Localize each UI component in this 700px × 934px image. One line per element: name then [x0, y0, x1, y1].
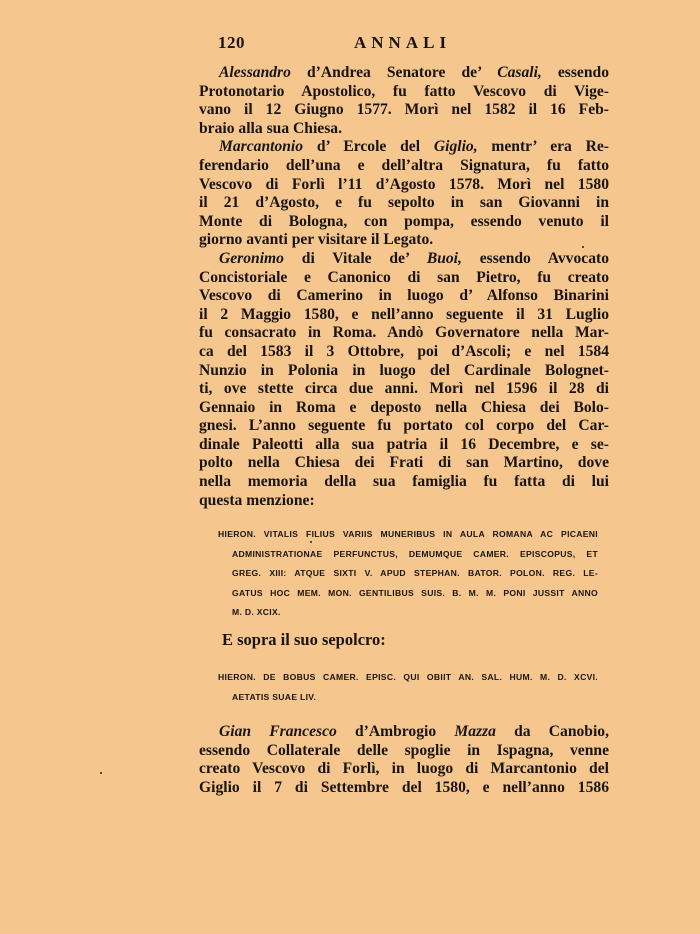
text-run: nella memoria della sua famiglia fu fatta di lui [199, 473, 609, 491]
print-speck [100, 772, 102, 774]
text-run: d’Andrea Senatore de’ [290, 64, 498, 81]
text-run: Nunzio in Polonia in luogo del Cardinale Bolognet- [199, 361, 609, 379]
italic-name: Buoi, [426, 249, 462, 267]
text-run: mentr’ era Re- [477, 138, 609, 156]
text-run: da Canobio, [495, 723, 609, 740]
text-line [199, 120, 609, 139]
text-line [199, 306, 609, 325]
text-run: giorno avanti per visitare il Legato. [199, 231, 434, 249]
text-line [199, 343, 609, 362]
page-header [218, 33, 608, 55]
text-line [199, 157, 609, 176]
inscription-intro: E sopra il suo sepolcro: [222, 630, 386, 649]
text-line [199, 779, 609, 798]
text-line [199, 138, 609, 157]
text-line [199, 194, 609, 213]
paragraphs-section-1 [199, 64, 609, 510]
running-head: ANNALI [354, 33, 452, 52]
text-line [199, 399, 609, 418]
text-line [199, 287, 609, 306]
print-speck [582, 246, 584, 248]
text-line [199, 436, 609, 455]
text-line [199, 213, 609, 232]
text-run: ti, ove stette circa due anni. Morì nel 1596 il 28 di [199, 380, 609, 398]
text-run: dinale Paleotti alla sua patria il 16 Decembre, e se- [199, 435, 609, 453]
text-run: Protonotario Apostolico, fu fatto Vescovo di Vige- [199, 82, 609, 100]
inscription-line: GREG. XIII: ATQUE SIXTI V. APUD STEPHAN. BATOR. POLON. REG. LE- [232, 568, 598, 579]
text-run: di Vitale de’ [283, 249, 427, 267]
print-speck [310, 541, 312, 543]
text-run: questa menzione: [199, 491, 315, 509]
text-line [199, 417, 609, 436]
inscription-line: AETATIS SUAE LIV. [232, 691, 317, 702]
text-run: Giglio il 7 di Settembre del 1580, e nell’anno 1586 [199, 778, 609, 796]
italic-name: Alessandro [219, 64, 291, 81]
text-run: Monte di Bologna, con pompa, essendo venuto il [199, 212, 609, 230]
text-line [199, 324, 609, 343]
text-line [199, 454, 609, 473]
text-run: braio alla sua Chiesa. [199, 119, 342, 137]
italic-name: Mazza [454, 723, 496, 740]
italic-name: Geronimo [219, 249, 284, 267]
text-run: d’ Ercole del [303, 138, 434, 156]
text-run: essendo [541, 64, 609, 81]
text-run: Concistoriale e Canonico di san Pietro, fu creato [199, 268, 609, 286]
text-line [199, 250, 609, 269]
inscription-line: GATUS HOC MEM. MON. GENTILIBUS SUIS. B. M. M. PONI JUSSIT ANNO [232, 587, 598, 598]
page-number: 120 [218, 33, 245, 52]
text-line [199, 492, 609, 511]
text-run: essendo Collaterale delle spoglie in Ispagna, venne [199, 741, 609, 759]
inscription-line: HIERON. VITALIS FILIUS VARIIS MUNERIBUS IN AULA ROMANA AC PICAENI [218, 529, 598, 539]
text-line [199, 83, 609, 102]
italic-name: Marcantonio [219, 138, 304, 156]
italic-name: Casali, [497, 64, 542, 81]
text-run: gnesi. L’anno seguente fu portato col corpo del Car- [199, 417, 609, 435]
text-run: il 2 Maggio 1580, e nell’anno seguente il 31 Luglio [199, 305, 609, 323]
text-run: polto nella Chiesa dei Frati di san Martino, dove [199, 454, 609, 472]
text-line [199, 101, 609, 120]
text-line [199, 760, 609, 779]
text-run: fu consacrato in Roma. Andò Governatore nella Mar- [199, 324, 609, 342]
text-line [199, 473, 609, 492]
inscription-line: M. D. XCIX. [232, 607, 281, 618]
text-run: creato Vescovo di Forlì, in luogo di Marcantonio del [199, 760, 609, 778]
text-line [199, 742, 609, 761]
text-run: ca del 1583 il 3 Ottobre, poi d’Ascoli; e nel 1584 [199, 342, 609, 360]
text-run: d’Ambrogio [336, 723, 455, 740]
text-line [199, 231, 609, 250]
inscription-memorial [218, 525, 598, 623]
text-line [199, 176, 609, 195]
text-line [199, 362, 609, 381]
inscription-line: ADMINISTRATIONAE PERFUNCTUS, DEMUMQUE CAMER. EPISCOPUS, ET [232, 548, 598, 559]
text-run: Vescovo di Camerino in luogo d’ Alfonso Binarini [199, 287, 609, 305]
text-run: Vescovo di Forlì l’11 d’Agosto 1578. Morì nel 1580 [199, 175, 609, 193]
italic-name: Gian Francesco [219, 723, 337, 740]
text-line [199, 269, 609, 288]
text-line [199, 380, 609, 399]
text-line [199, 64, 609, 83]
text-run: ferendario dell’una e dell’altra Signatura, fu fatto [199, 156, 609, 174]
inscription-line: HIERON. DE BOBUS CAMER. EPISC. QUI OBIIT AN. SAL. HUM. M. D. XCVI. [218, 672, 598, 682]
inscription-tomb [218, 668, 598, 707]
text-run: essendo Avvocato [461, 249, 609, 267]
italic-name: Giglio, [433, 138, 478, 156]
text-line [199, 723, 609, 742]
text-run: Gennaio in Roma e deposto nella Chiesa dei Bolo- [199, 398, 609, 416]
text-run: vano il 12 Giugno 1577. Morì nel 1582 il 16 Feb- [199, 101, 609, 119]
paragraphs-section-2 [199, 723, 609, 797]
text-run: il 21 d’Agosto, e fu sepolto in san Giovanni in [199, 194, 609, 212]
